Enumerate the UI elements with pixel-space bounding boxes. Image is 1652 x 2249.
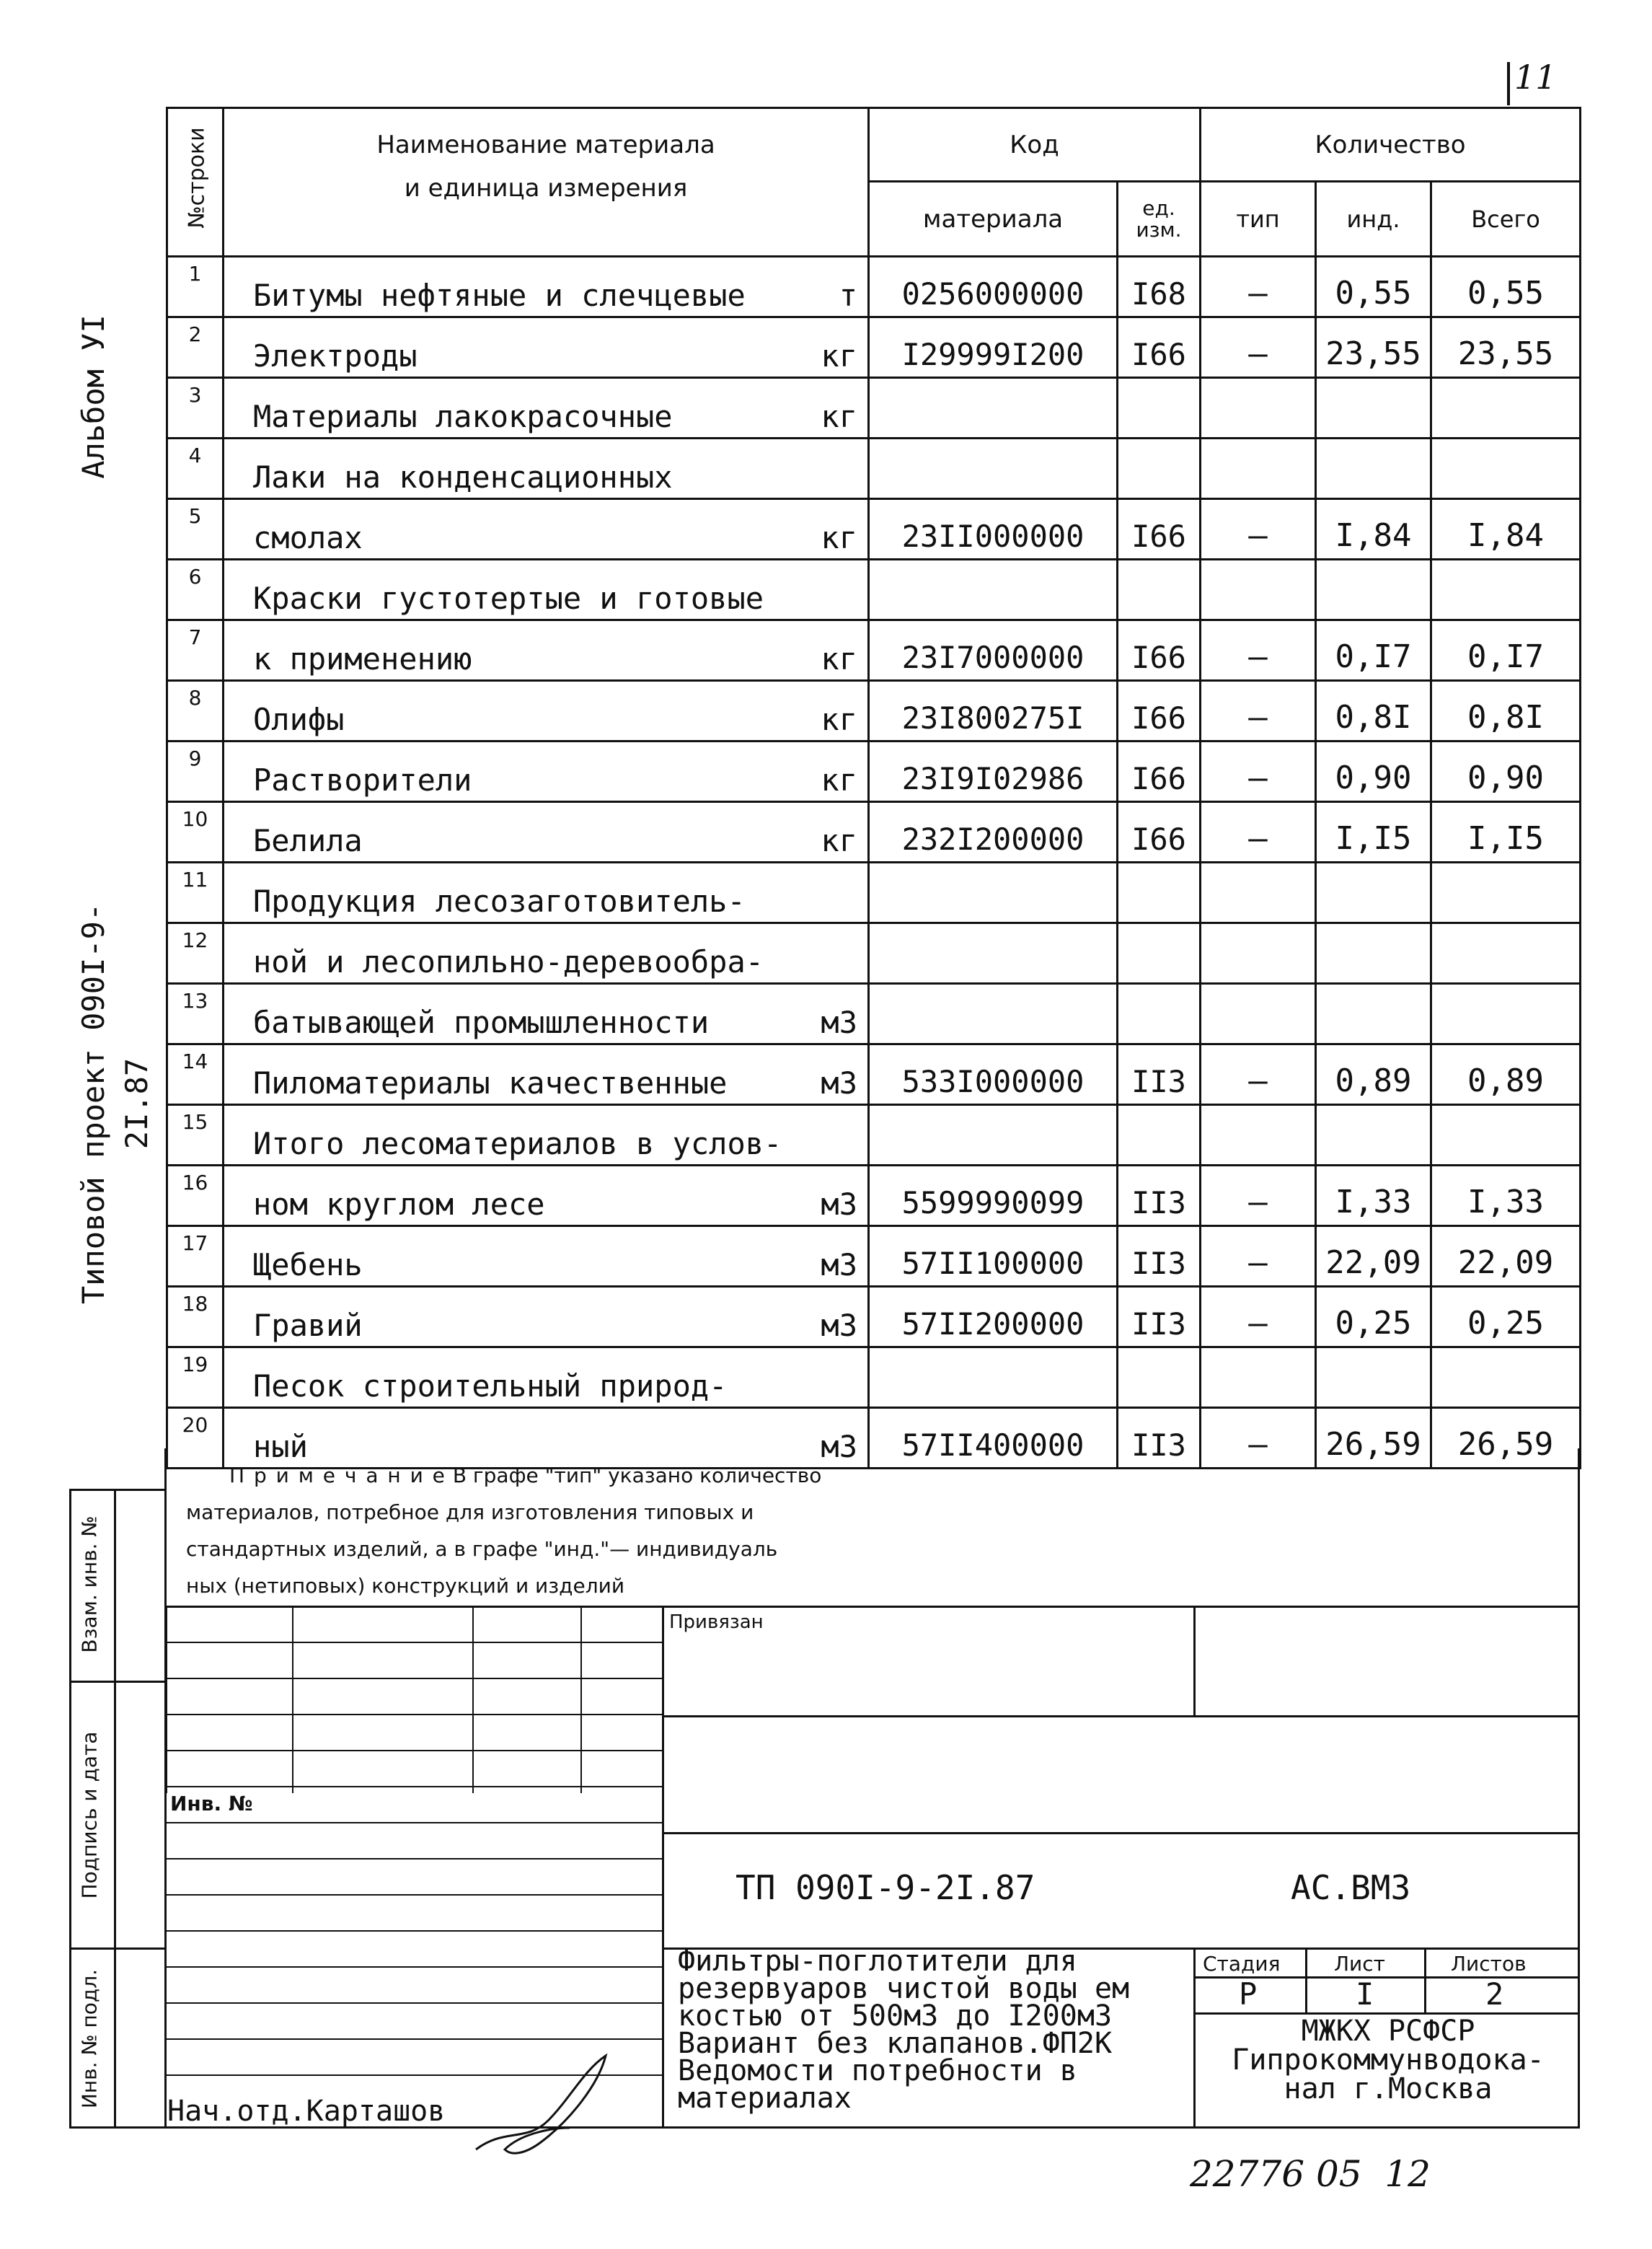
sheets-label: Листов	[1451, 1952, 1527, 1976]
row-name	[224, 984, 869, 1044]
row-ind: 0,25	[1316, 1287, 1431, 1347]
row-code	[869, 560, 1118, 620]
row-type	[1201, 439, 1316, 499]
header-code-material: материала	[869, 182, 1118, 257]
row-total: 0,I7	[1431, 620, 1581, 681]
header-name: Наименование материала и единица измерения	[224, 108, 869, 257]
row-ind: 0,55	[1316, 257, 1431, 317]
row-name-text: Битумы нефтяные и слечцевые	[253, 278, 746, 313]
row-unit: кг	[821, 641, 857, 677]
row-code: 0256000000	[869, 257, 1118, 317]
header-qty: Количество	[1201, 108, 1581, 182]
row-name	[224, 499, 869, 560]
row-ind	[1316, 923, 1431, 984]
table-row	[167, 923, 1581, 984]
note-block	[186, 1457, 1556, 1604]
row-no: 4	[167, 439, 224, 499]
row-name	[224, 1287, 869, 1347]
sheet-value: I	[1356, 1976, 1374, 2012]
row-no: 5	[167, 499, 224, 560]
row-unit-code: I66	[1118, 317, 1201, 378]
row-no: 9	[167, 741, 224, 802]
row-name-text: Краски густотертые и готовые	[253, 581, 764, 616]
page-number: 11	[1514, 58, 1557, 97]
row-name-text: батывающей промышленности	[253, 1005, 710, 1040]
row-no: 7	[167, 620, 224, 681]
note-title: П р и м е ч а н и е	[229, 1464, 446, 1487]
sheets-value: 2	[1485, 1976, 1504, 2012]
table-row	[167, 802, 1581, 863]
signature-grid-vline	[580, 1606, 582, 1793]
org-line-2: Гипрокоммунводока-	[1232, 2043, 1545, 2077]
row-unit: т	[839, 278, 857, 313]
signature-grid-hline	[166, 1822, 663, 1823]
row-total	[1431, 560, 1581, 620]
table-row	[167, 560, 1581, 620]
row-type: –	[1201, 1408, 1316, 1469]
row-no: 15	[167, 1105, 224, 1166]
sheet-label: Лист	[1334, 1952, 1385, 1976]
row-code: 23II000000	[869, 499, 1118, 560]
row-name-text: Песок строительный природ-	[253, 1368, 728, 1404]
doc-title-1: Фильтры-поглотители для	[678, 1945, 1077, 1978]
row-type: –	[1201, 681, 1316, 741]
row-ind	[1316, 863, 1431, 923]
row-unit-code: II3	[1118, 1166, 1201, 1226]
doc-title-5: Ведомости потребности в	[678, 2054, 1077, 2087]
row-unit-code: I66	[1118, 741, 1201, 802]
table-row	[167, 620, 1581, 681]
row-name	[224, 620, 869, 681]
row-name	[224, 1105, 869, 1166]
row-name	[224, 1044, 869, 1105]
row-type	[1201, 923, 1316, 984]
row-unit: кг	[821, 520, 857, 555]
row-name	[224, 1347, 869, 1408]
row-total: 22,09	[1431, 1226, 1581, 1287]
row-type	[1201, 378, 1316, 439]
row-name	[224, 1166, 869, 1226]
row-unit-code: I66	[1118, 620, 1201, 681]
row-code: 232I200000	[869, 802, 1118, 863]
header-qty-ind: инд.	[1316, 182, 1431, 257]
row-code	[869, 1347, 1118, 1408]
table-row	[167, 741, 1581, 802]
doc-mark: АС.ВМ3	[1291, 1868, 1411, 1907]
row-type: –	[1201, 499, 1316, 560]
row-unit-code: II3	[1118, 1287, 1201, 1347]
row-unit: кг	[821, 399, 857, 434]
row-unit-code	[1118, 378, 1201, 439]
row-unit-code: I66	[1118, 802, 1201, 863]
row-code	[869, 923, 1118, 984]
row-ind	[1316, 378, 1431, 439]
row-ind: 22,09	[1316, 1226, 1431, 1287]
table-row	[167, 1226, 1581, 1287]
row-unit-code	[1118, 1347, 1201, 1408]
side-inv: Инв. № подл.	[77, 1968, 102, 2109]
signature-grid-vline	[166, 1606, 167, 1793]
row-no: 11	[167, 863, 224, 923]
materials-table	[166, 107, 1581, 1469]
table-row	[167, 984, 1581, 1044]
row-name-text: Растворители	[253, 762, 472, 798]
row-ind: 0,8I	[1316, 681, 1431, 741]
row-unit: м3	[821, 1187, 857, 1222]
row-name	[224, 378, 869, 439]
row-type: –	[1201, 802, 1316, 863]
row-no: 10	[167, 802, 224, 863]
row-unit-code: I66	[1118, 681, 1201, 741]
row-code	[869, 439, 1118, 499]
row-code: 57II400000	[869, 1408, 1118, 1469]
row-type	[1201, 560, 1316, 620]
row-name	[224, 317, 869, 378]
table-row	[167, 1105, 1581, 1166]
table-row	[167, 863, 1581, 923]
row-total	[1431, 923, 1581, 984]
header-qty-total: Всего	[1431, 182, 1581, 257]
row-name-text: Гравий	[253, 1308, 363, 1343]
row-name-text: Белила	[253, 823, 363, 858]
row-type: –	[1201, 317, 1316, 378]
signer: Нач.отд.Карташов	[167, 2095, 446, 2128]
row-name-text: Материалы лакокрасочные	[253, 399, 673, 434]
stamp-hline2	[662, 1832, 1579, 1834]
row-no: 18	[167, 1287, 224, 1347]
materials-rows	[167, 257, 1581, 1469]
signature-grid-hline	[166, 1786, 663, 1787]
header-code: Код	[869, 108, 1201, 182]
row-unit-code: II3	[1118, 1408, 1201, 1469]
signature-scribble	[461, 2041, 620, 2171]
row-type	[1201, 1347, 1316, 1408]
row-total	[1431, 439, 1581, 499]
row-name-text: Электроды	[253, 338, 418, 374]
row-code	[869, 378, 1118, 439]
row-name-text: Продукция лесозаготовитель-	[253, 884, 746, 919]
row-ind: 0,I7	[1316, 620, 1431, 681]
signature-grid-vline	[472, 1606, 474, 1793]
row-total: 0,25	[1431, 1287, 1581, 1347]
signature-grid-hline	[166, 1678, 663, 1679]
row-unit: кг	[821, 702, 857, 737]
row-total: 26,59	[1431, 1408, 1581, 1469]
row-unit: кг	[821, 338, 857, 374]
row-name-text: ной и лесопильно-деревообра-	[253, 944, 764, 980]
row-unit-code	[1118, 984, 1201, 1044]
row-name-text: к применению	[253, 641, 472, 677]
row-code: 23I7000000	[869, 620, 1118, 681]
row-total: 0,8I	[1431, 681, 1581, 741]
note-line1: В графе "тип" указано количество	[446, 1464, 822, 1487]
row-code	[869, 863, 1118, 923]
row-ind	[1316, 1105, 1431, 1166]
note-line2: материалов, потребное для изготовления типовых и	[186, 1500, 754, 1524]
row-unit-code	[1118, 1105, 1201, 1166]
header-qty-type: тип	[1201, 182, 1316, 257]
row-unit-code	[1118, 560, 1201, 620]
row-type: –	[1201, 620, 1316, 681]
row-unit-code	[1118, 439, 1201, 499]
table-row	[167, 257, 1581, 317]
row-name	[224, 1226, 869, 1287]
signature-grid-hline	[166, 1966, 663, 1968]
row-total	[1431, 863, 1581, 923]
row-type	[1201, 863, 1316, 923]
row-no: 6	[167, 560, 224, 620]
table-row	[167, 1287, 1581, 1347]
row-name	[224, 681, 869, 741]
row-name-text: смолах	[253, 520, 363, 555]
row-unit: м3	[821, 1247, 857, 1282]
row-type: –	[1201, 1287, 1316, 1347]
header-row-no: №строки	[167, 108, 224, 257]
inv-label: Инв. №	[170, 1792, 253, 1816]
row-name-text: ном круглом лесе	[253, 1187, 545, 1222]
row-name	[224, 439, 869, 499]
row-ind: 0,90	[1316, 741, 1431, 802]
row-code: I29999I200	[869, 317, 1118, 378]
row-no: 17	[167, 1226, 224, 1287]
table-row	[167, 1347, 1581, 1408]
row-name-text: Щебень	[253, 1247, 363, 1282]
row-name	[224, 802, 869, 863]
row-code: 5599990099	[869, 1166, 1118, 1226]
row-name-text: ный	[253, 1429, 308, 1464]
signature-stroke	[476, 2056, 606, 2153]
stamp-stage-v2	[1424, 1947, 1426, 2012]
header-code-unit: ед. изм.	[1118, 182, 1201, 257]
row-total: I,I5	[1431, 802, 1581, 863]
row-unit: м3	[821, 1065, 857, 1101]
row-ind: I,33	[1316, 1166, 1431, 1226]
doc-title-6: материалах	[678, 2082, 852, 2115]
row-no: 8	[167, 681, 224, 741]
row-name	[224, 863, 869, 923]
row-name-text: Олифы	[253, 702, 345, 737]
table-row	[167, 1044, 1581, 1105]
row-no: 2	[167, 317, 224, 378]
row-no: 19	[167, 1347, 224, 1408]
row-type: –	[1201, 257, 1316, 317]
row-ind	[1316, 439, 1431, 499]
stamp-stage-sep	[1193, 1947, 1196, 2128]
row-name	[224, 741, 869, 802]
org-line-1: МЖКХ РСФСР	[1301, 2015, 1475, 2048]
row-unit: м3	[821, 1005, 857, 1040]
doc-title	[678, 1945, 1197, 2115]
doc-title-3: костью от 500м3 до I200м3	[678, 1999, 1113, 2033]
row-type: –	[1201, 1226, 1316, 1287]
stamp-hline1	[662, 1715, 1579, 1717]
row-total	[1431, 1347, 1581, 1408]
signature-grid-hline	[166, 1750, 663, 1751]
stamp-stage-v1	[1305, 1947, 1307, 2012]
row-ind: 26,59	[1316, 1408, 1431, 1469]
row-total: 0,55	[1431, 257, 1581, 317]
doc-code: ТП 090I-9-2I.87	[736, 1868, 1035, 1907]
note-line4: ных (нетиповых) конструкций и изделий	[186, 1574, 625, 1598]
row-unit: кг	[821, 762, 857, 798]
row-ind: 23,55	[1316, 317, 1431, 378]
row-code	[869, 984, 1118, 1044]
row-type: –	[1201, 1044, 1316, 1105]
row-total	[1431, 984, 1581, 1044]
row-no: 12	[167, 923, 224, 984]
table-row	[167, 499, 1581, 560]
table-row	[167, 681, 1581, 741]
signature-grid-hline	[166, 2002, 663, 2004]
row-unit-code: II3	[1118, 1044, 1201, 1105]
signature-grid-vline	[292, 1606, 293, 1793]
row-total: I,33	[1431, 1166, 1581, 1226]
row-name-text: Пиломатериалы качественные	[253, 1065, 728, 1101]
side-stamp-inner	[114, 1489, 116, 2128]
side-podpis: Подпись и дата	[77, 1731, 102, 1899]
side-stamp-div1	[69, 1681, 166, 1683]
signature-grid-hline	[166, 1642, 663, 1643]
signature-grid-hline	[166, 1714, 663, 1715]
row-unit: кг	[821, 823, 857, 858]
doc-title-2: резервуаров чистой воды ем	[678, 1972, 1130, 2005]
row-unit-code: II3	[1118, 1226, 1201, 1287]
row-ind	[1316, 984, 1431, 1044]
row-type: –	[1201, 741, 1316, 802]
note-line3: стандартных изделий, а в графе "инд."— индивидуаль	[186, 1537, 778, 1561]
privyazan-label: Привязан	[669, 1611, 764, 1633]
stamp-privyazan-sep	[1193, 1606, 1196, 1715]
row-total	[1431, 378, 1581, 439]
row-no: 20	[167, 1408, 224, 1469]
row-code: 23I800275I	[869, 681, 1118, 741]
stage-label: Стадия	[1203, 1952, 1281, 1976]
doc-title-4: Вариант без клапанов.ФП2К	[678, 2027, 1113, 2060]
row-type: –	[1201, 1166, 1316, 1226]
row-name-text: Лаки на конденсационных	[253, 459, 673, 495]
row-no: 3	[167, 378, 224, 439]
org-block	[1197, 2017, 1579, 2103]
row-name-text: Итого лесоматериалов в услов-	[253, 1126, 782, 1161]
row-total: I,84	[1431, 499, 1581, 560]
row-total: 0,89	[1431, 1044, 1581, 1105]
side-vzam: Взам. инв. №	[77, 1515, 102, 1653]
row-ind: 0,89	[1316, 1044, 1431, 1105]
row-type	[1201, 984, 1316, 1044]
org-line-3: нал г.Москва	[1284, 2072, 1493, 2105]
row-name	[224, 560, 869, 620]
row-no: 16	[167, 1166, 224, 1226]
row-total: 23,55	[1431, 317, 1581, 378]
project-label: Типовой проект 090I-9-2I.87	[76, 902, 154, 1305]
row-name	[224, 257, 869, 317]
row-total	[1431, 1105, 1581, 1166]
table-row	[167, 1166, 1581, 1226]
table-row	[167, 439, 1581, 499]
signature-grid-hline	[166, 1894, 663, 1896]
row-code: 57II100000	[869, 1226, 1118, 1287]
stamp-left-border	[662, 1606, 664, 2126]
row-total: 0,90	[1431, 741, 1581, 802]
row-code: 23I9I02986	[869, 741, 1118, 802]
table-row	[167, 378, 1581, 439]
row-code: 533I000000	[869, 1044, 1118, 1105]
signature-grid-hline	[166, 1930, 663, 1932]
row-type	[1201, 1105, 1316, 1166]
table-row	[167, 317, 1581, 378]
row-no: 14	[167, 1044, 224, 1105]
row-unit-code	[1118, 863, 1201, 923]
row-code: 57II200000	[869, 1287, 1118, 1347]
row-unit: м3	[821, 1429, 857, 1464]
row-name	[224, 923, 869, 984]
row-unit-code: I68	[1118, 257, 1201, 317]
side-stamp-outer	[69, 1489, 71, 2128]
row-ind	[1316, 1347, 1431, 1408]
row-code	[869, 1105, 1118, 1166]
row-ind	[1316, 560, 1431, 620]
signature-grid-hline	[166, 2038, 663, 2040]
row-ind: I,I5	[1316, 802, 1431, 863]
stage-value: Р	[1239, 1976, 1258, 2012]
row-unit-code: I66	[1118, 499, 1201, 560]
page-number-bar	[1507, 62, 1510, 105]
row-no: 13	[167, 984, 224, 1044]
album-label: Альбом УI	[76, 314, 111, 479]
footer-number: 22776 05 12	[1190, 2153, 1431, 2195]
signature-grid-hline	[166, 1858, 663, 1860]
row-unit: м3	[821, 1308, 857, 1343]
row-ind: I,84	[1316, 499, 1431, 560]
row-no: 1	[167, 257, 224, 317]
row-unit-code	[1118, 923, 1201, 984]
